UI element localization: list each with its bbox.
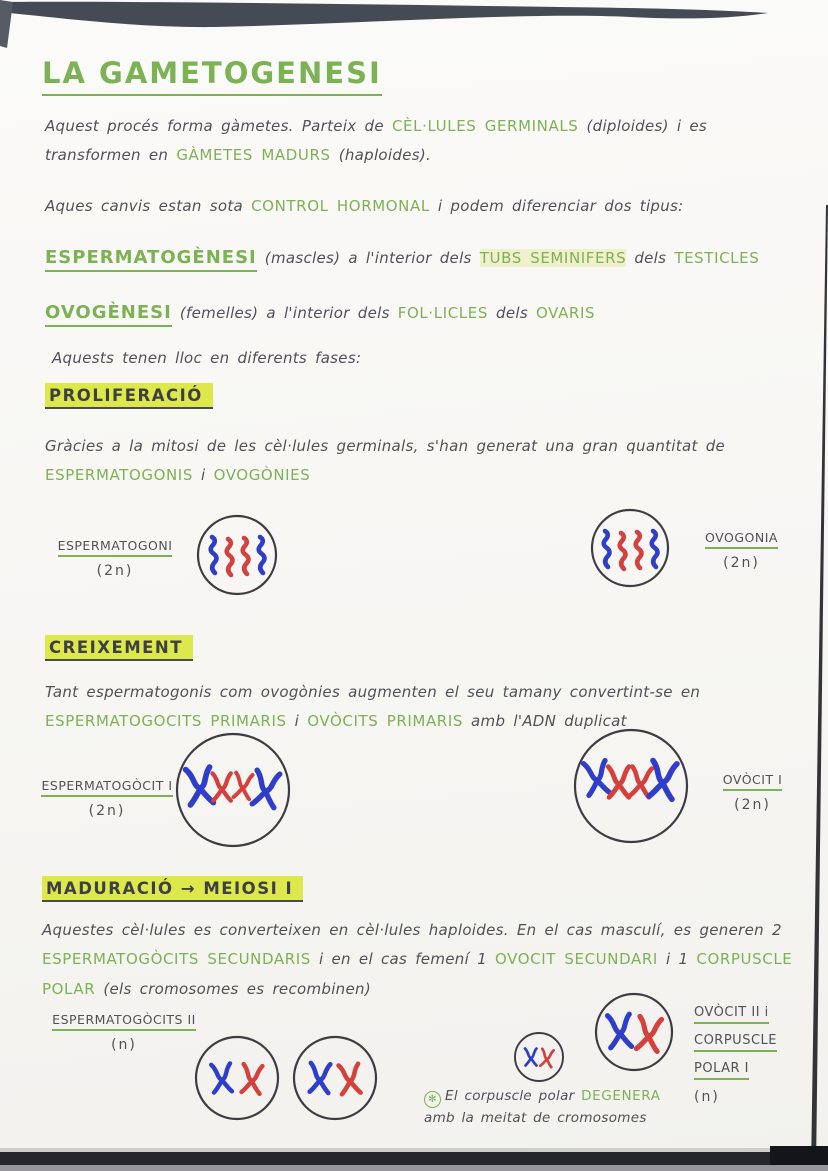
maduracio-heading-text: MADURACIÓ → MEIOSI I: [42, 876, 303, 902]
section-heading-proliferacio: [45, 383, 213, 409]
intro-seg1: Aquest procés forma gàmetes. Parteix de: [45, 117, 392, 135]
ovogenesi-term-follicles: FOL·LICLES: [397, 304, 488, 322]
ovogonia-cell-drawing: [588, 506, 672, 590]
chromosome-strand-blue: [211, 537, 217, 573]
intro-term-cellules-germinals: CÈL·LULES GERMINALS: [391, 117, 579, 135]
chromosome-strand-blue: [259, 537, 265, 573]
espermatogoni-ploidy: (2n): [96, 563, 134, 579]
ovogenesi-term-ovaris: OVARIS: [536, 304, 596, 322]
maduracio-seg1: Aquestes cèl·lules es converteixen en cèl·lules haploides. En el cas masculí, es generen 2: [42, 921, 782, 939]
ovogenesi-term: OVOGÈNESI: [45, 302, 172, 327]
espermatogenesi-term: ESPERMATOGÈNESI: [45, 247, 257, 272]
ovocit1-label: OVÒCIT I: [723, 772, 783, 791]
espermatogenesi-term-tubs-seminifers: TUBS SEMINIFERS: [479, 249, 627, 267]
section-heading-maduracio: [42, 876, 303, 902]
ovocit2-label-line3: POLAR I: [694, 1061, 749, 1080]
creixement-term-espermatogocits-primaris: ESPERMATOGOCITS PRIMARIS: [45, 712, 287, 731]
espermatogenesi-seg3: dels: [626, 249, 675, 267]
proliferacio-heading-text: PROLIFERACIÓ: [45, 383, 213, 409]
cell-membrane: [196, 1037, 278, 1119]
note-term-degenera: DEGENERA: [581, 1088, 661, 1104]
creixement-seg5: amb l'ADN duplicat: [462, 712, 627, 731]
ovocit2-label-ploidy: (n): [694, 1089, 720, 1105]
ovocit1-ploidy: (2n): [734, 797, 771, 813]
chromosome-x-blue: [525, 1049, 537, 1066]
corpuscle-degenera-note: [424, 1086, 686, 1129]
chromosome-strand-red: [243, 538, 249, 574]
chromosome-x-red: [212, 773, 230, 800]
espermatocits2-label-block: [34, 1012, 214, 1053]
espermatocit1-ploidy: (2n): [88, 803, 126, 819]
chromosome-x-red: [339, 1064, 361, 1094]
cell-membrane: [515, 1033, 563, 1081]
intro-term-gametes-madurs: GÀMETES MADURS: [176, 146, 331, 165]
chromosome-strand-red: [620, 533, 626, 569]
espermatogenesi-line: [45, 240, 805, 275]
chromosome-strand-red: [636, 532, 642, 568]
espermatocit1-cell-drawing: [173, 730, 293, 850]
ovogenesi-line: [45, 295, 805, 330]
hormonal-seg3: i podem diferenciar dos tipus:: [429, 197, 684, 215]
chromosome-x-blue: [309, 1063, 331, 1093]
espermatogenesi-seg1: (mascles) a l'interior dels: [256, 249, 480, 267]
espermatogoni-cell-drawing: [194, 512, 280, 598]
cell-membrane: [294, 1037, 376, 1119]
proliferacio-seg3: i: [192, 466, 214, 485]
ovocit2-label-line1: OVÒCIT II i: [694, 1005, 769, 1024]
espermatogoni-label-block: [40, 538, 190, 579]
espermatogenesi-term-testicles: TESTICLES: [674, 249, 760, 267]
ovocit2-cell-drawing: [592, 990, 676, 1074]
corpuscle-polar-cell-drawing: [512, 1030, 566, 1084]
chromosome-strand-red: [227, 539, 233, 575]
ovogonia-label-block: [684, 530, 799, 571]
hormonal-term-control-hormonal: CONTROL HORMONAL: [251, 197, 430, 215]
espermatocits2-label: ESPERMATOGÒCITS II: [52, 1012, 196, 1031]
ovocit1-label-block: [700, 772, 805, 813]
chromosome-x-red: [233, 773, 253, 800]
maduracio-seg3: i en el cas femení 1: [310, 950, 496, 969]
ovogenesi-seg1: (femelles) a l'interior dels: [171, 304, 398, 322]
chromosome-x-blue: [583, 761, 609, 796]
ovocit1-cell-drawing: [571, 726, 691, 846]
creixement-term-ovocits-primaris: OVÒCITS PRIMARIS: [307, 712, 463, 731]
proliferacio-paragraph: [45, 432, 755, 491]
chromosome-x-blue: [251, 770, 280, 807]
chromosome-x-blue: [608, 1014, 632, 1048]
note-seg1: El corpuscle polar: [445, 1088, 582, 1104]
cell-membrane: [177, 734, 289, 846]
proliferacio-term-ovogonies: OVOGÒNIES: [213, 466, 311, 485]
hormonal-seg1: Aques canvis estan sota: [45, 197, 252, 215]
maduracio-term-espermatocits-secundaris: ESPERMATOGÒCITS SECUNDARIS: [42, 950, 311, 969]
intro-seg3: (diploides) i es transformen en: [45, 117, 708, 165]
chromosome-x-blue: [186, 767, 214, 805]
chromosome-x-blue: [211, 1063, 232, 1092]
creixement-heading-text: CREIXEMENT: [45, 635, 193, 661]
hormonal-paragraph: [45, 192, 805, 221]
ovogonia-label: OVOGONIA: [705, 530, 778, 549]
note-seg3: amb la meitat de cromosomes: [424, 1110, 647, 1127]
section-heading-creixement: [45, 635, 193, 661]
intro-paragraph: [45, 112, 790, 171]
espermatocit1-label: ESPERMATOGÒCIT I: [41, 778, 172, 797]
maduracio-term-corpuscle-polar: CORPUSCLE POLAR: [42, 950, 793, 998]
title-text: LA GAMETOGENESI: [42, 56, 382, 96]
espermatocit1-label-block: [38, 778, 176, 819]
proliferacio-term-espermatogonis: ESPERMATOGONIS: [45, 466, 193, 485]
chromosome-strand-blue: [652, 531, 658, 567]
cell-membrane: [596, 994, 672, 1070]
fases-line: Aquests tenen lloc en diferents fases:: [52, 349, 362, 367]
chromosome-x-red: [635, 1016, 661, 1051]
chromosome-strand-blue: [604, 531, 610, 567]
chromosome-x-blue: [648, 761, 677, 800]
chromosome-x-red: [629, 767, 651, 798]
espermatocit2-cell-drawing-2: [290, 1033, 380, 1123]
espermatogoni-label: ESPERMATOGONI: [58, 538, 173, 557]
chromosome-x-red: [608, 767, 629, 798]
chromosome-x-red: [540, 1049, 554, 1067]
proliferacio-seg1: Gràcies a la mitosi de les cèl·lules germinals, s'han generat una gran quantitat de: [45, 437, 726, 455]
page-title: [42, 56, 382, 90]
maduracio-term-ovocit-secundari: OVOCIT SECUNDARI: [495, 950, 658, 969]
maduracio-paragraph: [42, 916, 794, 1004]
espermatocit2-cell-drawing-1: [192, 1033, 282, 1123]
creixement-seg3: i: [286, 712, 308, 731]
asterisk-icon: ✻: [424, 1091, 441, 1108]
maduracio-seg5: i 1: [657, 950, 697, 969]
creixement-seg1: Tant espermatogonis com ovogònies augmenten el seu tamany convertint-se en: [45, 683, 701, 701]
maduracio-seg7: (els cromosomes es recombinen): [95, 979, 371, 998]
ovogonia-ploidy: (2n): [723, 555, 760, 571]
ovocit2-label-line2: CORPUSCLE: [694, 1033, 777, 1052]
intro-seg5: (haploides).: [330, 146, 432, 165]
ovogenesi-seg3: dels: [487, 304, 537, 322]
espermatocits2-ploidy: (n): [111, 1037, 137, 1053]
ovocit2-label-block: [694, 1005, 809, 1116]
chromosome-x-red: [241, 1064, 263, 1094]
